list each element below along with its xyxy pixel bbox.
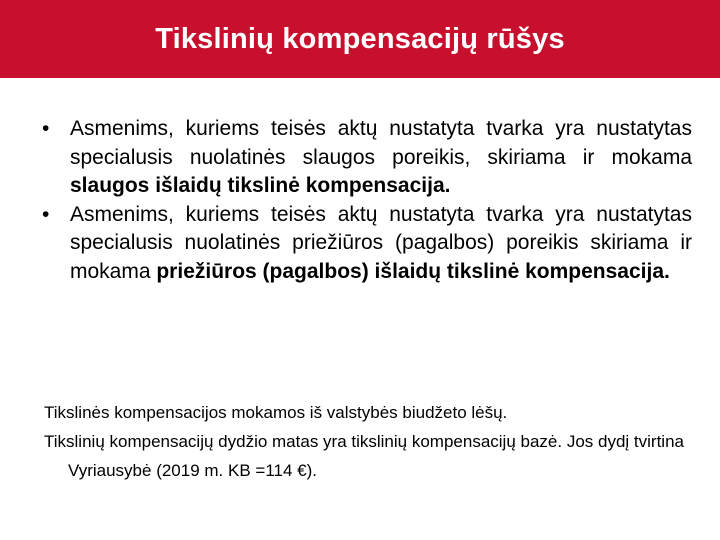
- bullet-text: Asmenims, kuriems teisės aktų nustatyta tvarka yra nustatytas specialusis nuolatinės priežiūros (pagalbos) poreikis skiriama ir mokama: [70, 202, 692, 283]
- bullet-item: [42, 115, 692, 201]
- slide-title: Tikslinių kompensacijų rūšys: [155, 22, 565, 55]
- bullet-icon: •: [42, 117, 50, 140]
- notes: [44, 398, 694, 485]
- note-funding: Tikslinės kompensacijos mokamos iš valstybės biudžeto lėšų.: [44, 403, 508, 422]
- title-bar: [0, 0, 720, 78]
- bullet-bold-text: priežiūros (pagalbos) išlaidų tikslinė kompensacija.: [156, 259, 670, 283]
- bullet-bold-text: slaugos išlaidų tikslinė kompensacija.: [70, 174, 451, 197]
- note-base-amount: Tikslinių kompensacijų dydžio matas yra tikslinių kompensacijų bazė. Jos dydį tvirtina Vyriausybė (2019 m. KB =114 €).: [44, 432, 684, 480]
- bullet-icon: •: [42, 202, 50, 226]
- bullet-item: [42, 201, 692, 287]
- bullet-list: [42, 115, 692, 286]
- bullet-text: Asmenims, kuriems teisės aktų nustatyta tvarka yra nustatytas specialusis nuolatinės slaugos poreikis, skiriama ir mokama: [70, 117, 692, 169]
